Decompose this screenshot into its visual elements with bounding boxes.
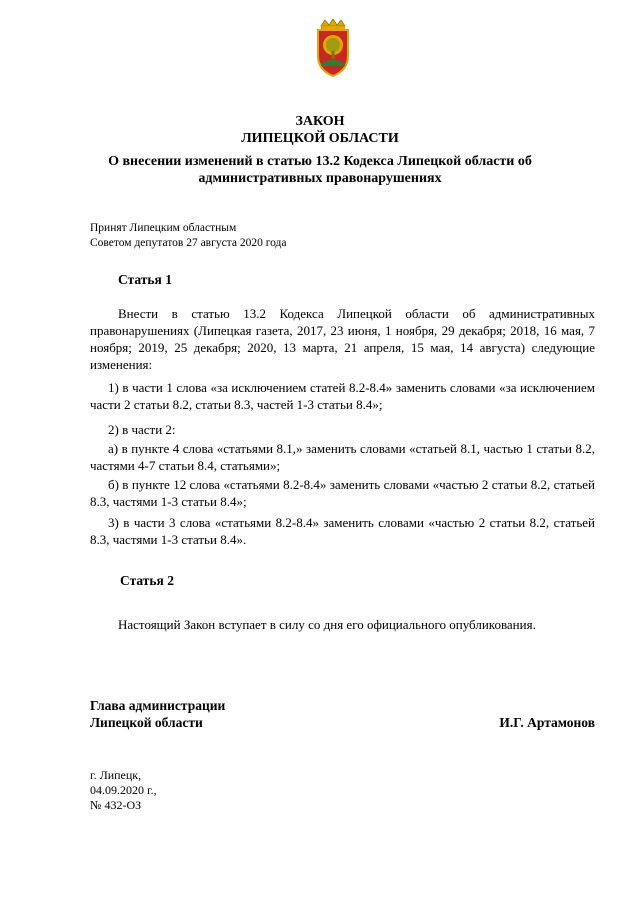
signatory-position-line-2: Липецкой области: [90, 715, 203, 730]
article-1-item-3: 3) в части 3 слова «статьями 8.2-8.4» заменить словами «частью 2 статьи 8.2, статьей 8.3, частями 1-3 статьи 8.4».: [90, 515, 595, 547]
adoption-line-1: Принят Липецким областным: [90, 222, 237, 234]
signatory-position-line-1: Глава администрации: [90, 698, 226, 713]
article-1-item-2b: б) в пункте 12 слова «статьями 8.2-8.4» заменить словами «частью 2 статьи 8.2, статьей 8.3, частями 1-3 статьи 8.4»;: [90, 477, 595, 509]
signatory-position: [90, 697, 225, 731]
article-1-heading: Статья 1: [118, 272, 172, 287]
footer-number: № 432-ОЗ: [90, 798, 142, 812]
article-1-item-2: 2) в части 2:: [108, 422, 176, 437]
article-2-text: Настоящий Закон вступает в силу со дня его официального опубликования.: [118, 617, 536, 632]
adoption-line-2: Советом депутатов 27 августа 2020 года: [90, 237, 287, 249]
article-2-heading: Статья 2: [120, 573, 174, 588]
signatory-name: И.Г. Артамонов: [499, 715, 595, 730]
document-title: О внесении изменений в статью 13.2 Кодекса Липецкой области об административных правонарушениях: [108, 154, 532, 186]
region-name: ЛИПЕЦКОЙ ОБЛАСТИ: [241, 131, 399, 146]
article-1-intro: Внести в статью 13.2 Кодекса Липецкой области об административных правонарушениях (Липецкая газета, 2017, 23 июня, 1 ноября, 29 декабря; 2018, 16 мая, 7 ноября; 2019, 25 декабря; 2020, 13 марта, 21 апреля, 15 мая, 14 августа) следующие изменения:: [90, 306, 595, 372]
footer-date: 04.09.2020 г.,: [90, 783, 157, 797]
document-type: ЗАКОН: [295, 114, 345, 129]
coat-of-arms-icon: [311, 18, 355, 78]
document-footer: [90, 768, 157, 813]
article-1-item-1: 1) в части 1 слова «за исключением статей 8.2-8.4» заменить словами «за исключением части 2 статьи 8.2, статьи 8.3, частей 1-3 статьи 8.4»;: [90, 380, 595, 412]
article-1-item-2a: а) в пункте 4 слова «статьями 8.1,» заменить словами «статьей 8.1, частью 1 статьи 8.2, частями 4-7 статьи 8.4, статьями»;: [90, 441, 595, 473]
adoption-note: [90, 221, 287, 251]
footer-city: г. Липецк,: [90, 768, 142, 782]
